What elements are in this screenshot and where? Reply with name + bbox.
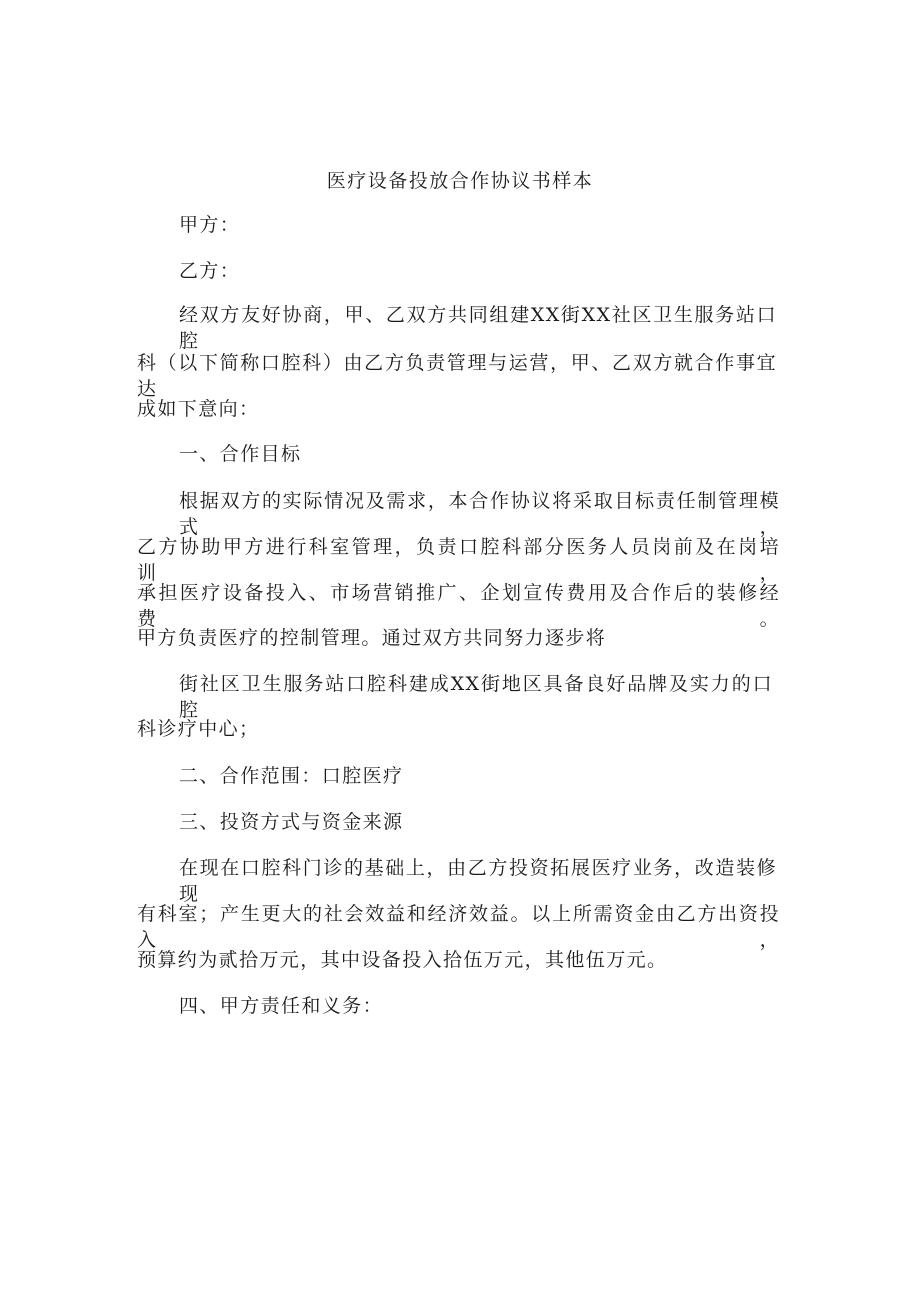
intro-line-3: 成如下意向： [137,398,260,420]
section-2-heading: 二、合作范围：口腔医疗 [179,765,404,787]
section-1-para-1-line-2: 乙方协助甲方进行科室管理，负责口腔科部分医务人员岗前及在岗培训， [137,536,780,584]
party-a-label: 甲方： [179,214,241,236]
intro-line-2: 科（以下简称口腔科）由乙方负责管理与运营，甲、乙双方就合作事宜达 [137,352,777,400]
section-1-para-2-line-2: 科诊疗中心； [137,718,260,740]
section-1-para-1-line-3: 承担医疗设备投入、市场营销推广、企划宣传费用及合作后的装修经费。 [137,582,780,630]
intro-line-1: 经双方友好协商，甲、乙双方共同组建XX街XX社区卫生服务站口腔 [179,304,777,352]
section-3-heading: 三、投资方式与资金来源 [179,811,404,833]
section-1-para-1-line-1: 根据双方的实际情况及需求，本合作协议将采取目标责任制管理模式， [179,490,780,538]
party-b-label: 乙方： [179,260,241,282]
section-3-para-line-3: 预算约为贰拾万元，其中设备投入拾伍万元，其他伍万元。 [137,949,668,971]
section-3-para-line-2: 有科室；产生更大的社会效益和经济效益。以上所需资金由乙方出资投入， [137,903,780,951]
section-4-heading: 四、甲方责任和义务： [179,995,384,1017]
section-1-para-1-line-4: 甲方负责医疗的控制管理。通过双方共同努力逐步将 [137,627,607,649]
section-1-heading: 一、合作目标 [179,443,302,465]
section-3-para-line-1: 在现在口腔科门诊的基础上，由乙方投资拓展医疗业务，改造装修现 [179,857,777,905]
section-1-para-2-line-1: 街社区卫生服务站口腔科建成XX街地区具备良好品牌及实力的口腔 [179,673,773,721]
document-title: 医疗设备投放合作协议书样本 [326,170,594,192]
